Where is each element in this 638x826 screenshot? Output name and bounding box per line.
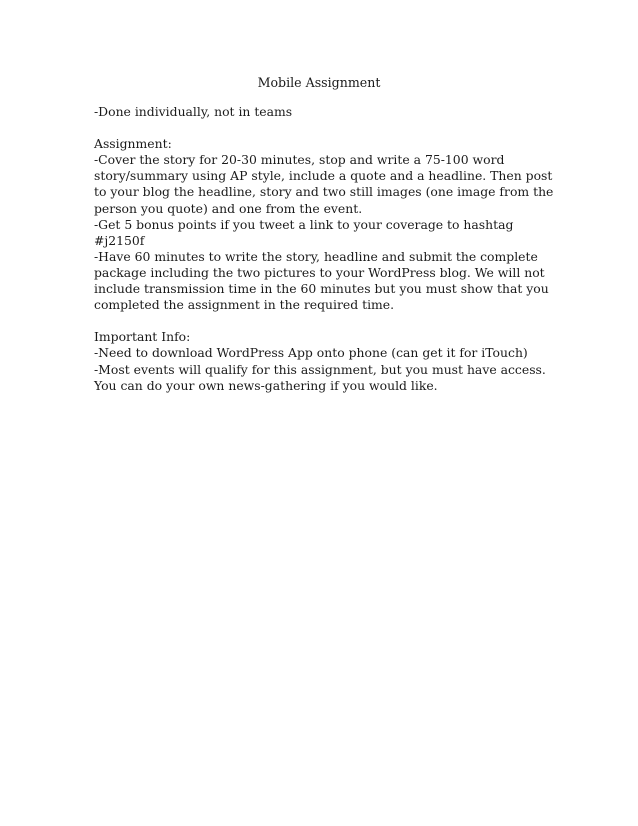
document-title: Mobile Assignment bbox=[257, 75, 381, 90]
paragraph-gap bbox=[94, 313, 554, 329]
assignment-item: -Have 60 minutes to write the story, headline and submit the complete package including the two pictures to your WordPress blog. We will not include transmission time in the 60 minutes but you must show that you completed the assignment in the required time. bbox=[94, 248, 549, 313]
assignment-item: -Cover the story for 20-30 minutes, stop and write a 75-100 word story/summary using AP style, include a quote and a headline. Then post to your blog the headline, story and two still images (one image from the person you quote) and one from the event. bbox=[94, 152, 554, 216]
document-body bbox=[94, 104, 554, 394]
info-item: -Need to download WordPress App onto phone (can get it for iTouch) bbox=[94, 345, 528, 361]
info-item: -Most events will qualify for this assignment, but you must have access. You can do your own news-gathering if you would like. bbox=[94, 361, 546, 393]
team-note: -Done individually, not in teams bbox=[94, 104, 293, 119]
info-heading: Important Info: bbox=[94, 329, 191, 345]
assignment-heading: Assignment: bbox=[94, 136, 172, 152]
assignment-item: -Get 5 bonus points if you tweet a link to your coverage to hashtag #j2150f bbox=[94, 216, 514, 248]
paragraph-gap bbox=[94, 120, 554, 136]
